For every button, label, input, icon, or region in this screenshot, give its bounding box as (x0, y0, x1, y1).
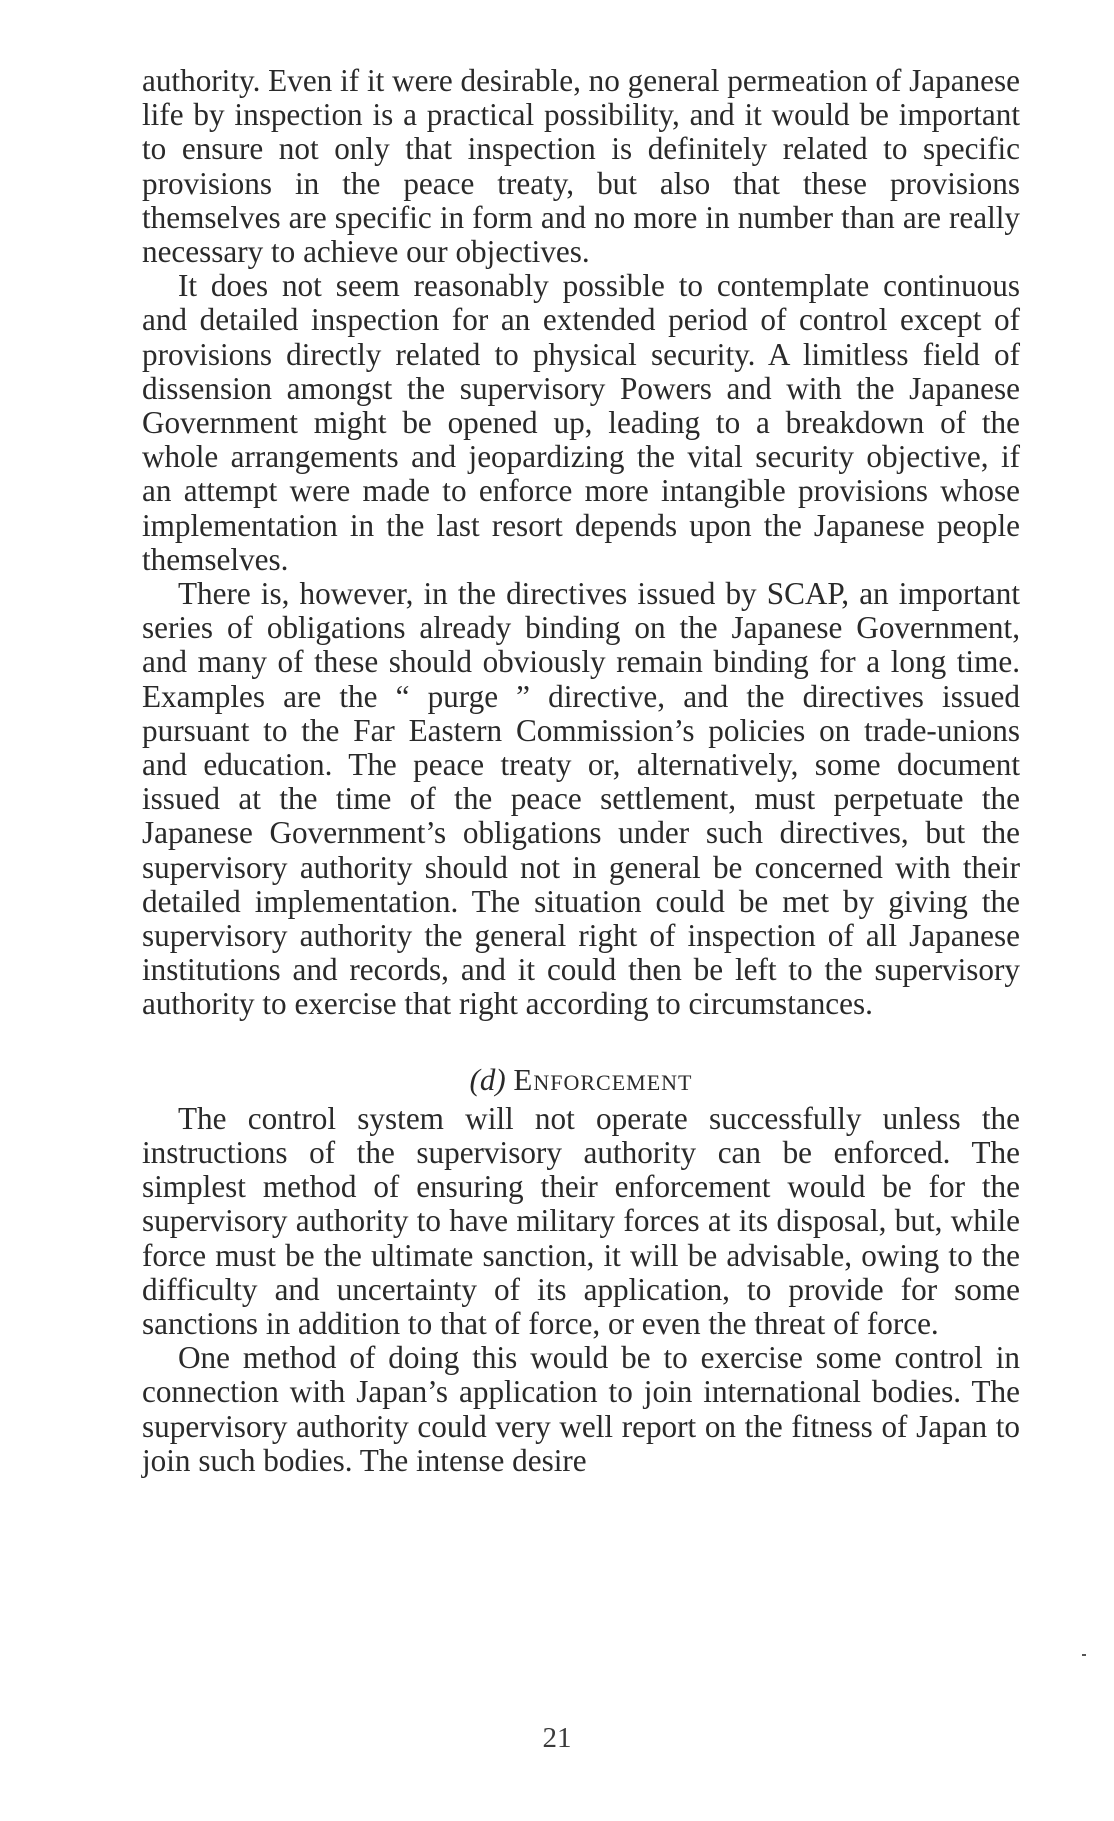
page-number: 21 (542, 1722, 572, 1754)
paragraph-2: It does not seem reasonably possible to contemplate continuous and detailed inspection for an extended period of control except of provisions directly related to physical security. A limitless field of dissension amongst the supervisory Powers and with the Japanese Government might be opened up, leading to a breakdown of the whole arrangements and jeopardizing the vital security objective, if an attempt were made to enforce more intangible provisions whose implementation in the last resort depends upon the Japanese people themselves. (142, 268, 1020, 577)
paragraph-1: authority. Even if it were desirable, no general permeation of Japanese life by inspection is a practical possibility, and it would be important to ensure not only that inspection is definitely related to specific provisions in the peace treaty, but also that these provisions themselves are specific in form and no more in number than are really necessary to achieve our objectives. (142, 63, 1020, 270)
paragraph-4: The control system will not operate successfully unless the instructions of the supervisory authority can be enforced. The simplest method of ensuring their enforcement would be for the supervisory authority to have military forces at its disposal, but, while force must be the ultimate sanction, it will be advisable, owing to the difficulty and uncertainty of its application, to provide for some sanctions in addition to that of force, or even the threat of force. (142, 1100, 1020, 1341)
section-heading-title: Enforcement (513, 1061, 693, 1097)
paragraph-5: One method of doing this would be to exercise some control in connection with Japan’s application to join international bodies. The supervisory authority could very well report on the fitness of Japan to join such bodies. The intense desire (142, 1340, 1020, 1478)
page-body (142, 64, 1020, 1478)
print-speck (1082, 1654, 1086, 1656)
section-heading (142, 1062, 1020, 1098)
section-heading-letter: (d) (469, 1061, 506, 1097)
paragraph-3: There is, however, in the directives issued by SCAP, an important series of obligations already binding on the Japanese Government, and many of these should obviously remain binding for a long time. Examples are the “ purge ” directive, and the directives issued pursuant to the Far Eastern Commission’s policies on trade-unions and education. The peace treaty or, alternatively, some document issued at the time of the peace settlement, must perpetuate the Japanese Government’s obligations under such directives, but the supervisory authority should not in general be concerned with their detailed implementation. The situation could be met by giving the supervisory authority the general right of inspection of all Japanese institutions and records, and it could then be left to the supervisory authority to exercise that right according to circumstances. (142, 576, 1020, 1022)
